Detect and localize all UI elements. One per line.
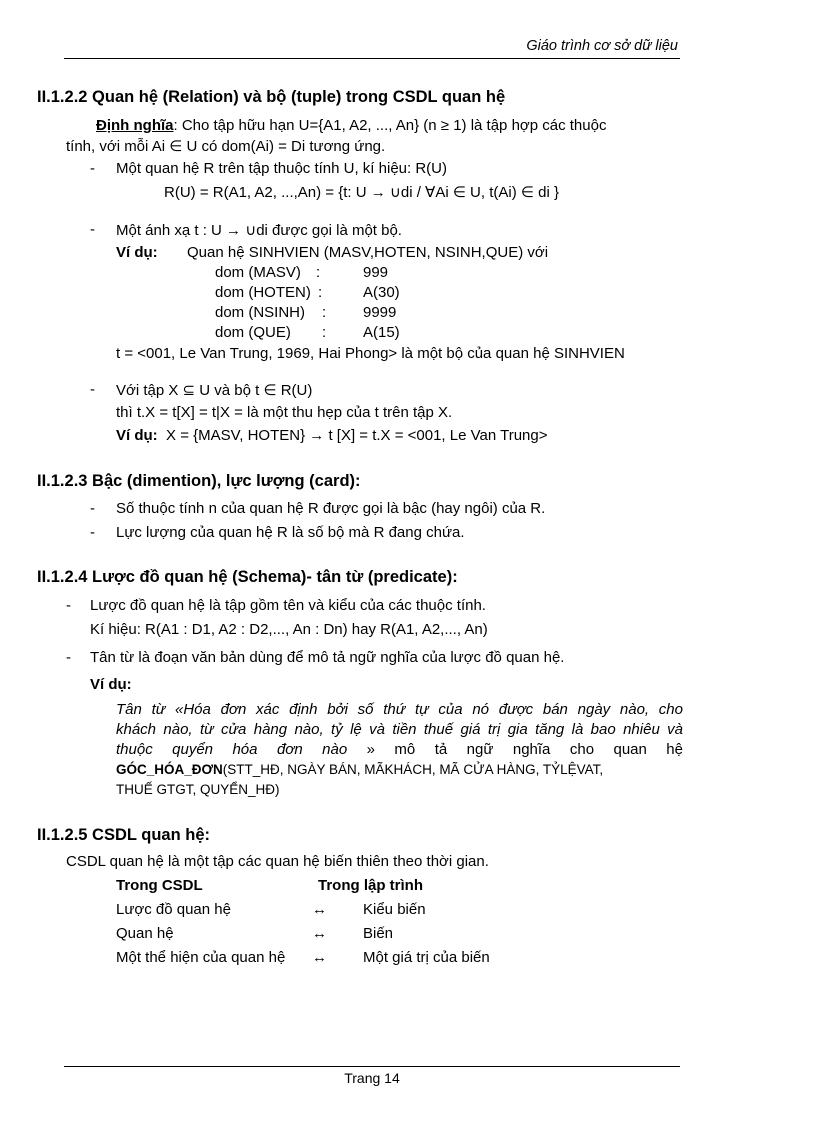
relation-formula: R(U) = R(A1, A2, ...,An) = {t: U → ∪di / ∀Ai ∈ U, t(Ai) ∈ di } [164,184,559,201]
dom-name: dom (HOTEN) [215,284,311,301]
predicate-line3: thuộc quyển hóa đơn nào » mô tả ngữ nghĩa cho quan hệ [116,741,683,758]
bullet-cardinality: Lực lượng của quan hệ R là số bộ mà R đang chứa. [116,524,465,541]
relational-db-intro: CSDL quan hệ là một tập các quan hệ biến thiên theo thời gian. [66,853,489,870]
arrow-icon: ↔ [312,949,327,966]
table-cell-left: Lược đồ quan hệ [116,901,231,918]
definition-term: Định nghĩa [96,117,174,134]
bullet-restriction: Với tập X ⊆ U và bộ t ∈ R(U) [116,382,313,399]
dom-value: A(15) [363,324,400,341]
section-heading-relational-db: II.1.2.5 CSDL quan hệ: [37,826,210,844]
definition-line1: : Cho tập hữu hạn U={A1, A2, ..., An} (n ≥ 1) là tập hợp các thuộc [173,117,607,134]
table-cell-left: Một thể hiện của quan hệ [116,949,286,966]
page-number: Trang 14 [344,1070,400,1086]
dom-value: A(30) [363,284,400,301]
predicate-line4: GÓC_HÓA_ĐƠN(STT_HĐ, NGÀY BÁN, MÃKHÁCH, MÃ CỬA HÀNG, TỶLỆVAT, [116,762,604,777]
bullet-dash: - [66,597,71,614]
restriction-example: Ví dụ: X = {MASV, HOTEN} → t [X] = t.X = <001, Le Van Trung> [116,427,548,444]
bullet-predicate: Tân từ là đoạn văn bản dùng để mô tả ngữ nghĩa của lược đồ quan hệ. [90,649,565,666]
header-rule [64,58,680,59]
definition-line2: tính, với mỗi Ai ∈ U có dom(Ai) = Di tương ứng. [66,138,386,155]
arrow-icon: ↔ [312,925,327,942]
bullet-dash: - [90,221,95,238]
dom-name: dom (NSINH) [215,304,306,321]
predicate-line1: Tân từ «Hóa đơn xác định bởi số thứ tự của nó được bán ngày nào, cho [116,701,683,718]
bullet-relation-on-u: Một quan hệ R trên tập thuộc tính U, kí hiệu: R(U) [116,160,447,177]
dom-name: dom (MASV) [215,264,301,281]
schema-notation: Kí hiệu: R(A1 : D1, A2 : D2,..., An : Dn) hay R(A1, A2,..., An) [90,621,488,638]
header-title: Giáo trình cơ sở dữ liệu [526,38,678,54]
bullet-dash: - [90,160,95,177]
example-label: Ví dụ: [90,676,132,693]
dom-name: dom (QUE) [215,324,291,341]
table-header-programming: Trong lập trình [318,877,423,894]
section-heading-degree: II.1.2.3 Bậc (dimention), lực lượng (card): [37,472,361,490]
example-text: Quan hệ SINHVIEN (MASV,HOTEN, NSINH,QUE) với [187,244,549,261]
table-cell-right: Biến [363,925,394,942]
definition-label [96,117,606,134]
dom-colon: : [322,304,327,321]
dom-colon: : [318,284,323,301]
example-label: Ví dụ: [116,244,158,261]
bullet-dash: - [90,500,95,517]
bullet-dash: - [66,649,71,666]
dom-colon: : [322,324,327,341]
table-cell-left: Quan hệ [116,925,174,942]
dom-value: 9999 [363,304,397,321]
bullet-dash: - [90,524,95,541]
table-cell-right: Kiểu biến [363,901,426,918]
tuple-example: t = <001, Le Van Trung, 1969, Hai Phong> là một bộ của quan hệ SINHVIEN [116,345,625,362]
arrow-icon: ↔ [312,901,327,918]
dom-colon: : [316,264,321,281]
dom-value: 999 [363,264,389,281]
restriction-definition: thì t.X = t[X] = t|X = là một thu hẹp của t trên tập X. [116,404,453,421]
section-heading-relation: II.1.2.2 Quan hệ (Relation) và bộ (tuple) trong CSDL quan hệ [37,88,506,106]
table-header-db: Trong CSDL [116,877,203,894]
bullet-schema: Lược đồ quan hệ là tập gồm tên và kiểu của các thuộc tính. [90,597,486,614]
table-cell-right: Một giá trị của biến [363,949,490,966]
footer-rule [64,1066,680,1067]
section-heading-schema: II.1.2.4 Lược đồ quan hệ (Schema)- tân từ (predicate): [37,568,458,586]
predicate-line5: THUẾ GTGT, QUYỂN_HĐ) [116,782,280,797]
bullet-degree: Số thuộc tính n của quan hệ R được gọi là bậc (hay ngôi) của R. [116,500,546,517]
bullet-dash: - [90,381,95,398]
predicate-line2: khách nào, từ cửa hàng nào, tỷ lệ và tiền thuế giá trị gia tăng là bao nhiêu và [116,721,683,738]
bullet-mapping: Một ánh xạ t : U → ∪di được gọi là một bộ. [116,222,402,239]
